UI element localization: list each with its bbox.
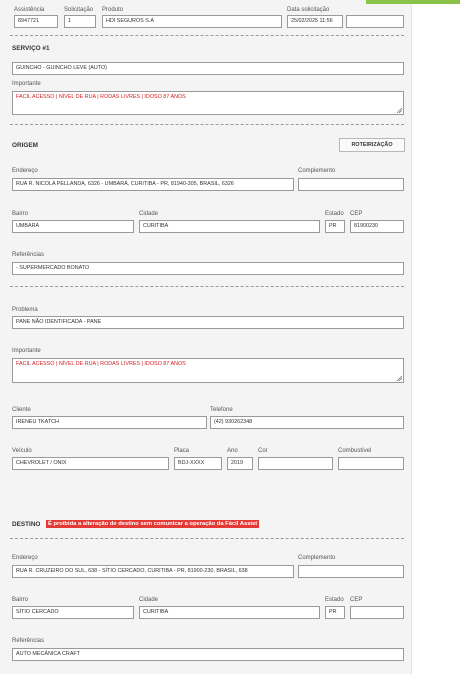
data-solicitacao-field[interactable]: 25/02/2025 11:56 (287, 15, 343, 28)
problema-label: Problema (12, 307, 38, 313)
solicitacao-field[interactable]: 1 (64, 15, 96, 28)
divider (10, 35, 404, 36)
veiculo-label: Veículo (12, 448, 32, 454)
produto-field[interactable]: HDI SEGUROS S.A (102, 15, 282, 28)
importante-textarea[interactable] (12, 358, 404, 383)
destino-title: DESTINO (12, 521, 41, 528)
complemento-label: Complemento (298, 168, 336, 174)
endereco-label: Endereço (12, 555, 38, 561)
data-solicitacao-label: Data solicitação (287, 7, 330, 13)
ano-field[interactable]: 2019 (227, 457, 253, 470)
solicitacao-label: Solicitação (64, 7, 94, 13)
servico-title: SERVIÇO #1 (12, 45, 50, 52)
estado-field[interactable]: PR (325, 606, 345, 619)
endereco-label: Endereço (12, 168, 38, 174)
endereco-field[interactable]: RUA R. NICOLA PELLANDA, 6326 - UMBARÁ, CURITIBA - PR, 81940-305, BRASIL, 6326 (12, 178, 294, 191)
accent-bar (366, 0, 460, 4)
importante-textarea[interactable] (12, 91, 404, 115)
estado-field[interactable]: PR (325, 220, 345, 233)
referencias-label: Referências (12, 252, 45, 258)
cidade-field[interactable]: CURITIBA (139, 220, 320, 233)
cidade-field[interactable]: CURITIBA (139, 606, 320, 619)
resize-handle-icon[interactable] (396, 107, 402, 113)
cep-field[interactable]: 81900230 (350, 220, 404, 233)
bairro-label: Bairro (12, 211, 29, 217)
bairro-field[interactable]: UMBARÁ (12, 220, 134, 233)
combustivel-label: Combustível (338, 448, 372, 454)
complemento-field[interactable] (298, 565, 404, 578)
divider (10, 538, 404, 539)
divider (10, 124, 404, 125)
combustivel-field[interactable] (338, 457, 404, 470)
problema-field[interactable]: PANE NÃO IDENTIFICADA - PANE (12, 316, 404, 329)
importante-label: Importante (12, 348, 41, 354)
estado-label: Estado (325, 597, 344, 603)
complemento-label: Complemento (298, 555, 336, 561)
destino-warning-badge: É proibida a alteração de destino sem comunicar a operação da Fácil Assist (48, 521, 258, 527)
cor-label: Cor (258, 448, 268, 454)
cidade-label: Cidade (139, 211, 159, 217)
produto-label: Produto (102, 7, 124, 13)
cliente-label: Cliente (12, 407, 31, 413)
roteirizacao-button[interactable]: ROTEIRIZAÇÃO (339, 138, 405, 152)
resize-handle-icon[interactable] (396, 375, 402, 381)
telefone-field[interactable]: (42) 930262348 (210, 416, 404, 429)
cep-field[interactable] (350, 606, 404, 619)
cliente-field[interactable]: IRENEU TKATCH (12, 416, 207, 429)
referencias-label: Referências (12, 638, 45, 644)
bairro-field[interactable]: SÍTIO CERCADO (12, 606, 134, 619)
divider (10, 286, 404, 287)
placa-field[interactable]: BDJ-XXXX (174, 457, 222, 470)
veiculo-field[interactable]: CHEVROLET / ONIX (12, 457, 169, 470)
service-field[interactable]: GUINCHO - GUINCHO LEVE (AUTO) (12, 62, 404, 75)
importante-text: FACIL ACESSO | NÍVEL DE RUA | RODAS LIVRES | IDOSO 87 ANOS (16, 361, 186, 367)
importante-text: FACIL ACESSO | NÍVEL DE RUA | RODAS LIVRES | IDOSO 87 ANOS (16, 94, 186, 100)
referencias-field[interactable]: - SUPERMERCADO BONATO (12, 262, 404, 275)
cep-label: CEP (350, 597, 363, 603)
cor-field[interactable] (258, 457, 333, 470)
complemento-field[interactable] (298, 178, 404, 191)
estado-label: Estado (325, 211, 344, 217)
importante-label: Importante (12, 81, 41, 87)
bairro-label: Bairro (12, 597, 29, 603)
assistencia-field[interactable]: 8947721 (14, 15, 58, 28)
origem-title: ORIGEM (12, 142, 38, 149)
cidade-label: Cidade (139, 597, 159, 603)
extra-field[interactable] (346, 15, 404, 28)
endereco-field[interactable]: RUA R. CRUZEIRO DO SUL, 638 - SÍTIO CERCADO, CURITIBA - PR, 81900-230, BRASIL, 638 (12, 565, 294, 578)
assistencia-label: Assistência (14, 7, 45, 13)
telefone-label: Telefone (210, 407, 233, 413)
referencias-field[interactable]: AUTO MECÂNICA CRAFT (12, 648, 404, 661)
placa-label: Placa (174, 448, 190, 454)
cep-label: CEP (350, 211, 363, 217)
ano-label: Ano (227, 448, 238, 454)
